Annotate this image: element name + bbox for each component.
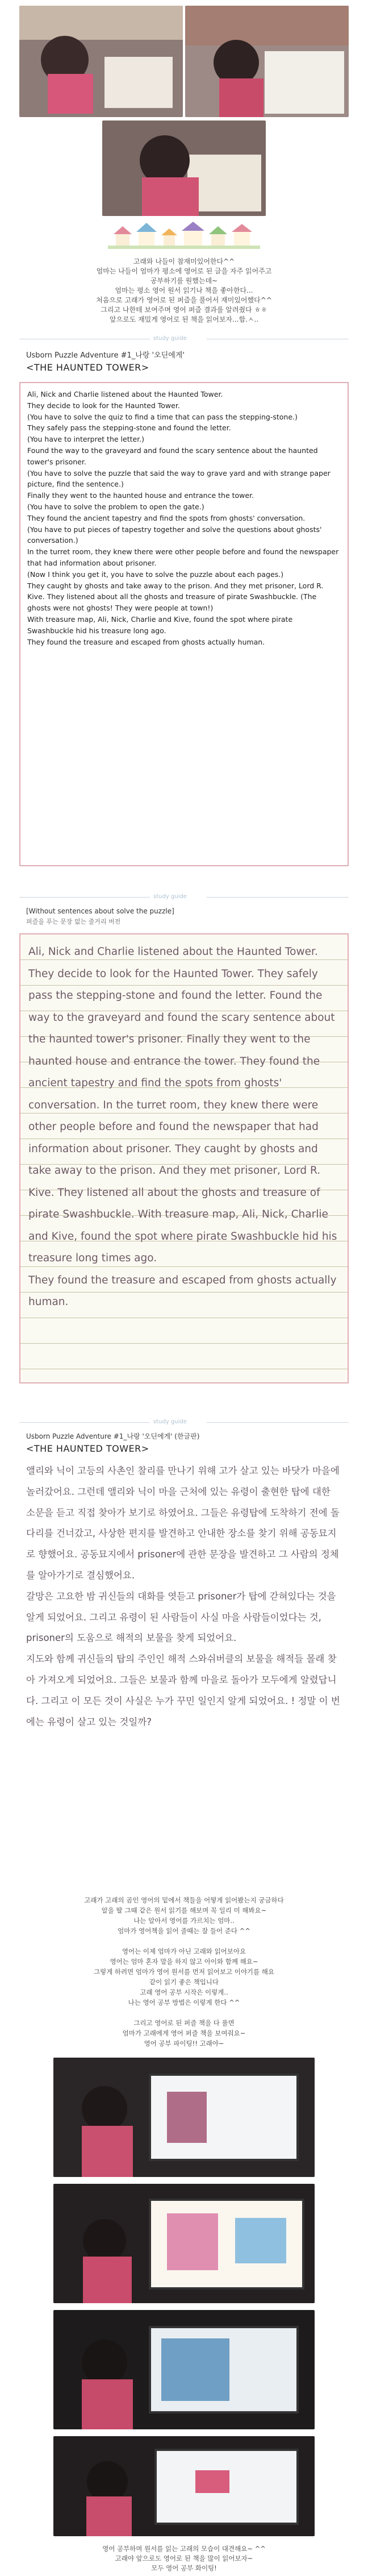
section2-heading — [26, 907, 174, 926]
mid-line: 영어는 엄마 혼자 말을 하지 않고 아이와 함께 해요~ — [110, 1958, 258, 1966]
mid-line: 고래가 고래의 곰인 영어의 밑에서 책들을 어떻게 읽어봤는지 궁금하다 — [84, 1896, 284, 1904]
korean-summary-notebook — [26, 1461, 342, 1727]
outro-korean-text — [0, 2544, 368, 2573]
photo-computer-2 — [53, 2184, 315, 2303]
summary-line: With treasure map, Ali, Nick, Charlie and Kive, found the spot where pirate Swashbuckle hid his treasure long ago. — [27, 614, 293, 635]
study-guide-divider — [19, 894, 349, 901]
summary-line: (You have to put pieces of tapestry together and solve the questions about ghosts' conversation.) — [27, 525, 322, 545]
photo-computer-3 — [53, 2310, 315, 2429]
section3-heading — [26, 1431, 199, 1454]
summary-with-puzzles-box — [19, 382, 349, 866]
intro-line: 고래와 나들이 참재미있어한다^^ — [133, 257, 235, 265]
section3-title: <THE HAUNTED TOWER> — [26, 1443, 149, 1454]
summary-line: Finally they went to the haunted house and entrance the tower. — [27, 491, 254, 500]
intro-line: 앞으로도 재밌게 영어로 된 책을 읽어보자...합.ㅅ.. — [109, 315, 259, 323]
summary-without-puzzles-box — [19, 933, 349, 1383]
mid-line — [0, 2008, 368, 2018]
section2-subtitle: [Without sentences about solve the puzzle] — [26, 907, 174, 915]
summary-line: In the turret room, they knew there were other people before and found the newspaper that had information about prisoner. — [27, 547, 339, 567]
outro-line: 고래야 앞으로도 영어로 된 책을 많이 읽어보자~ — [115, 2554, 253, 2562]
mid-line: 나는 알아서 영어를 가르치는 엄마.. — [133, 1917, 235, 1925]
mid-line — [0, 1936, 368, 1946]
summary-line: They found the treasure and escaped from ghosts actually human. — [27, 637, 265, 646]
summary-line: (You have to solve the puzzle that said the way to grave yard and with strange paper picture, find the sentence.) — [27, 468, 331, 489]
summary-line: (You have to interpret the letter.) — [27, 435, 145, 444]
mid-line: 영어 공부 파이팅!! 고래야~ — [144, 2039, 224, 2047]
study-guide-label: study guide — [153, 894, 187, 900]
mid-line: 엄마가 영어책을 읽어 줄때는 잘 들어 준다 ^^ — [118, 1927, 250, 1935]
mid-line: 고래 영어 공부 시작은 이렇게.. — [140, 1988, 228, 1996]
summary-paragraph: They found the treasure and escaped from ghosts actually human. — [28, 1274, 337, 1308]
outro-line: 영어 공부하며 원서를 읽는 고래의 모습이 대견해요~ ^^ — [102, 2545, 266, 2553]
study-guide-divider — [19, 335, 349, 343]
photo-child-puzzle-3 — [102, 121, 266, 216]
mid-line: 그렇게 하려면 엄마가 영어 원서를 먼저 읽어보고 이야기를 해요 — [93, 1968, 275, 1976]
photo-computer-4 — [53, 2436, 315, 2536]
village-houses-icon — [108, 219, 260, 250]
outro-line: 모두 영어 공부 화이팅! — [151, 2564, 217, 2572]
notebook-paragraph: 지도와 함께 귀신들의 탑의 주인인 해적 스와쉬버클의 보물을 해적들 몰래 찾아 가져오게 되었어요. 그들은 보물과 함께 마을로 돌아가 모두에게 알렸답니다. 그리고 이 모든 것이 사실은 누가 꾸민 일인지 알게 되었어요. ! 정말 이 번에는 유령이 살고 있는 것일까? — [26, 1653, 340, 1727]
section2-korean-subtitle: 퍼즐을 푸는 문장 없는 줄거리 버전 — [26, 918, 121, 925]
mid-line: 알을 딸 그때 같은 원서 읽기를 해보며 꼭 일리 미 해봐요~ — [101, 1906, 267, 1914]
mid-line: 영어는 이제 엄마가 아닌 고래와 읽어보아요 — [122, 1947, 246, 1955]
photo-child-puzzle-1 — [19, 6, 183, 117]
summary-line: Found the way to the graveyard and found the scary sentence about the haunted tower's prisoner. — [27, 446, 318, 466]
mid-line: 나는 영어 공부 방법은 이렇게 한다 ^^ — [128, 1999, 240, 2006]
summary-line: They found the ancient tapestry and find the spots from ghosts' conversation. — [27, 513, 306, 522]
study-guide-label: study guide — [153, 1419, 187, 1425]
mid-line: 엄마가 고래에게 영어 퍼즐 책을 보여줘요~ — [122, 2029, 246, 2037]
mid-line: 같이 읽기 좋은 책입니다 — [149, 1978, 219, 1986]
study-guide-divider — [19, 1419, 349, 1427]
summary-line: They decide to look for the Haunted Tower. — [27, 401, 180, 410]
summary-line: Ali, Nick and Charlie listened about the Haunted Tower. — [27, 390, 223, 398]
intro-line: 그리고 나한테 보여주며 영어 퍼즐 결과를 알려줬다 ㅎㅎ — [101, 306, 267, 314]
intro-korean-text — [0, 257, 368, 325]
photo-computer-1 — [53, 2058, 315, 2177]
notebook-paragraph: 갈망은 고요한 밤 귀신들의 대화를 엿듣고 prisoner가 탑에 갇혀있다는 것을 알게 되었어요. 그리고 유령이 된 사람들이 사실 마을 사람들이었다는 것, prisoner의 도움으로 해적의 보물을 찾게 되었어요. — [26, 1590, 336, 1644]
summary-paragraph: Ali, Nick and Charlie listened about the Haunted Tower. They decide to look for the Haunted Tower. They safely pass the stepping-stone and found the letter. Found the way to the graveyard and found the scary sentence about the haunted tower's prisoner. Finally they went to the haunted house and entrance the tower. They found the ancient tapestry and find the spots from ghosts' conversation. In the turret room, they knew there were other people before and found the newspaper that had information about prisoner. They caught by ghosts and take away to the prison. And they met prisoner, Lord R. Kive. They listened all about the ghosts and treasure of pirate Swashbuckle. With treasure map, Ali, Nick, Charlie and Kive, found the spot where pirate Swashbuckle hid his treasure long times ago. — [28, 946, 337, 1264]
summary-line: (You have to solve the quiz to find a time that can pass the stepping-stone.) — [27, 412, 298, 421]
section1-subtitle: Usborn Puzzle Adventure #1_나랑 '오딘에게' — [26, 351, 185, 360]
section3-subtitle: Usborn Puzzle Adventure #1_나랑 '오딘에게' (한글판) — [26, 1432, 200, 1440]
intro-line: 엄마는 나들이 엄마가 평소에 영어로 된 글을 자주 읽어주고 — [96, 267, 272, 275]
section1-title: <THE HAUNTED TOWER> — [26, 362, 149, 373]
notebook-paragraph: 앨리와 닉이 고등의 사촌인 찰리를 만나기 위해 고가 살고 있는 바닷가 마을에 놀러갔어요. 그런데 앨리와 닉이 마을 근처에 있는 유령이 출현한 탑에 대한 소문을 듣고 직접 찾아가 보기로 하였어요. 그들은 유령탑에 도착하기 전에 돌다리를 건너갔고, 사상한 편지를 발견하고 안내한 장소를 찾기 위해 공동묘지로 향했어요. 공동묘지에서 prisoner에 관한 문장을 발견하고 그 사람의 정체를 알아가기로 결심했어요. — [26, 1465, 340, 1581]
intro-line: 공부하기를 원했는데~ — [150, 277, 218, 285]
intro-line: 엄마는 평소 영어 원서 읽기나 책을 좋아한다... — [115, 286, 253, 294]
section1-heading — [26, 349, 185, 373]
photo-child-puzzle-2 — [185, 6, 349, 117]
summary-line: (You have to solve the problem to open the gate.) — [27, 502, 204, 511]
summary-line: They safely pass the stepping-stone and found the letter. — [27, 423, 231, 433]
study-guide-label: study guide — [153, 335, 187, 342]
intro-line: 처음으로 고래가 영어로 된 퍼즐을 풀어서 재미있어했다^^ — [96, 296, 272, 304]
summary-line: (Now I think you get it, you have to solve the puzzle about each pages.) — [27, 570, 284, 579]
summary-line: They caught by ghosts and take away to the prison. And they met prisoner, Lord R. Kive. They listened about all the ghosts and treasure of pirate Swashbuckle. (The ghosts were not ghosts! They were people at town!) — [27, 581, 324, 613]
mid-korean-text — [0, 1895, 368, 2049]
mid-line: 그리고 영어로 된 퍼즐 책을 다 풀면 — [133, 2019, 235, 2027]
